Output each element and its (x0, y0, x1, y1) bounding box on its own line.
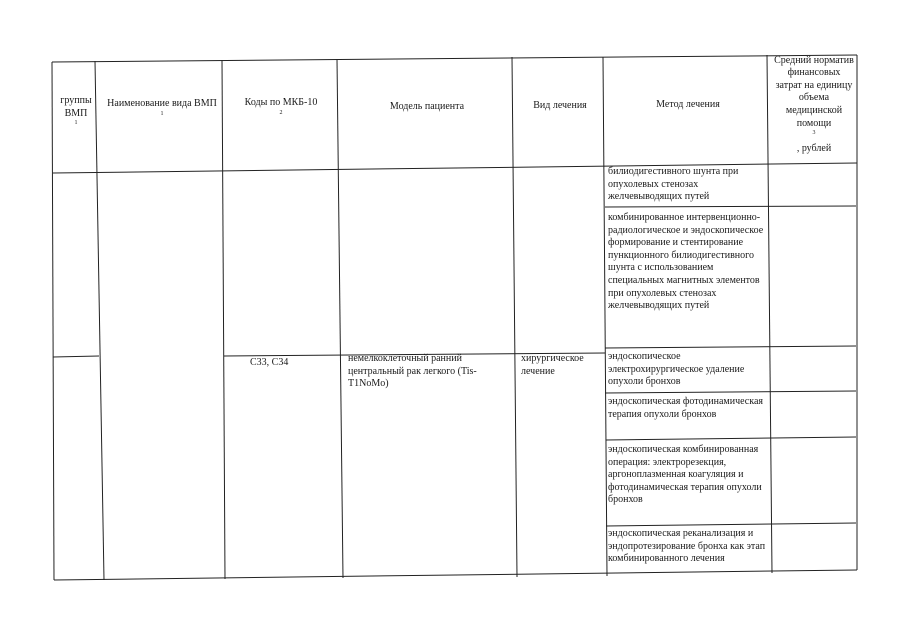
header-icd-codes: Коды по МКБ-10 $^2$ (244, 97, 318, 116)
method-cell: эндоскопическое электрохирургическое удаление опухоли бронхов (608, 351, 745, 388)
header-group: группы ВМП $^1$ (60, 95, 92, 127)
patient-model-cell: немелкоклеточный ранний центральный рак легкого (Tis-T1NoMo) (348, 353, 477, 390)
method-cell: эндоскопическая фотодинамическая терапия опухоли бронхов (608, 396, 763, 420)
treatment-type-cell: хирургическое лечение (521, 353, 584, 377)
method-cell: билиодигестивного шунта при опухолевых стенозах желчевыводящих путей (608, 166, 739, 203)
header-patient-model: Модель пациента (389, 100, 465, 112)
method-cell: комбинированное интервенционно-радиологическое и эндоскопическое формирование и стентирование пункционного билиодигестивного шунта с использованием специальных магнитных элементов при опухолевых стенозах желчевыводящих путей (608, 212, 764, 312)
header-vmp-name: Наименование вида ВМП $^1$ (107, 98, 217, 117)
icd-code-cell: С33, С34 (250, 357, 289, 368)
header-treatment-type: Вид лечения (533, 99, 587, 111)
header-average-cost: Средний норматив финансовых затрат на единицу объема медицинской помощи $^3$ , рублей (774, 54, 854, 154)
header-treatment-method: Метод лечения (656, 98, 720, 110)
method-cell: эндоскопическая реканализация и эндопротезирование бронха как этап комбинированного лечения (608, 528, 766, 565)
method-cell: эндоскопическая комбинированная операция: электрорезекция, аргоноплазменная коагуляция и фотодинамическая терапия опухоли бронхов (608, 444, 762, 506)
